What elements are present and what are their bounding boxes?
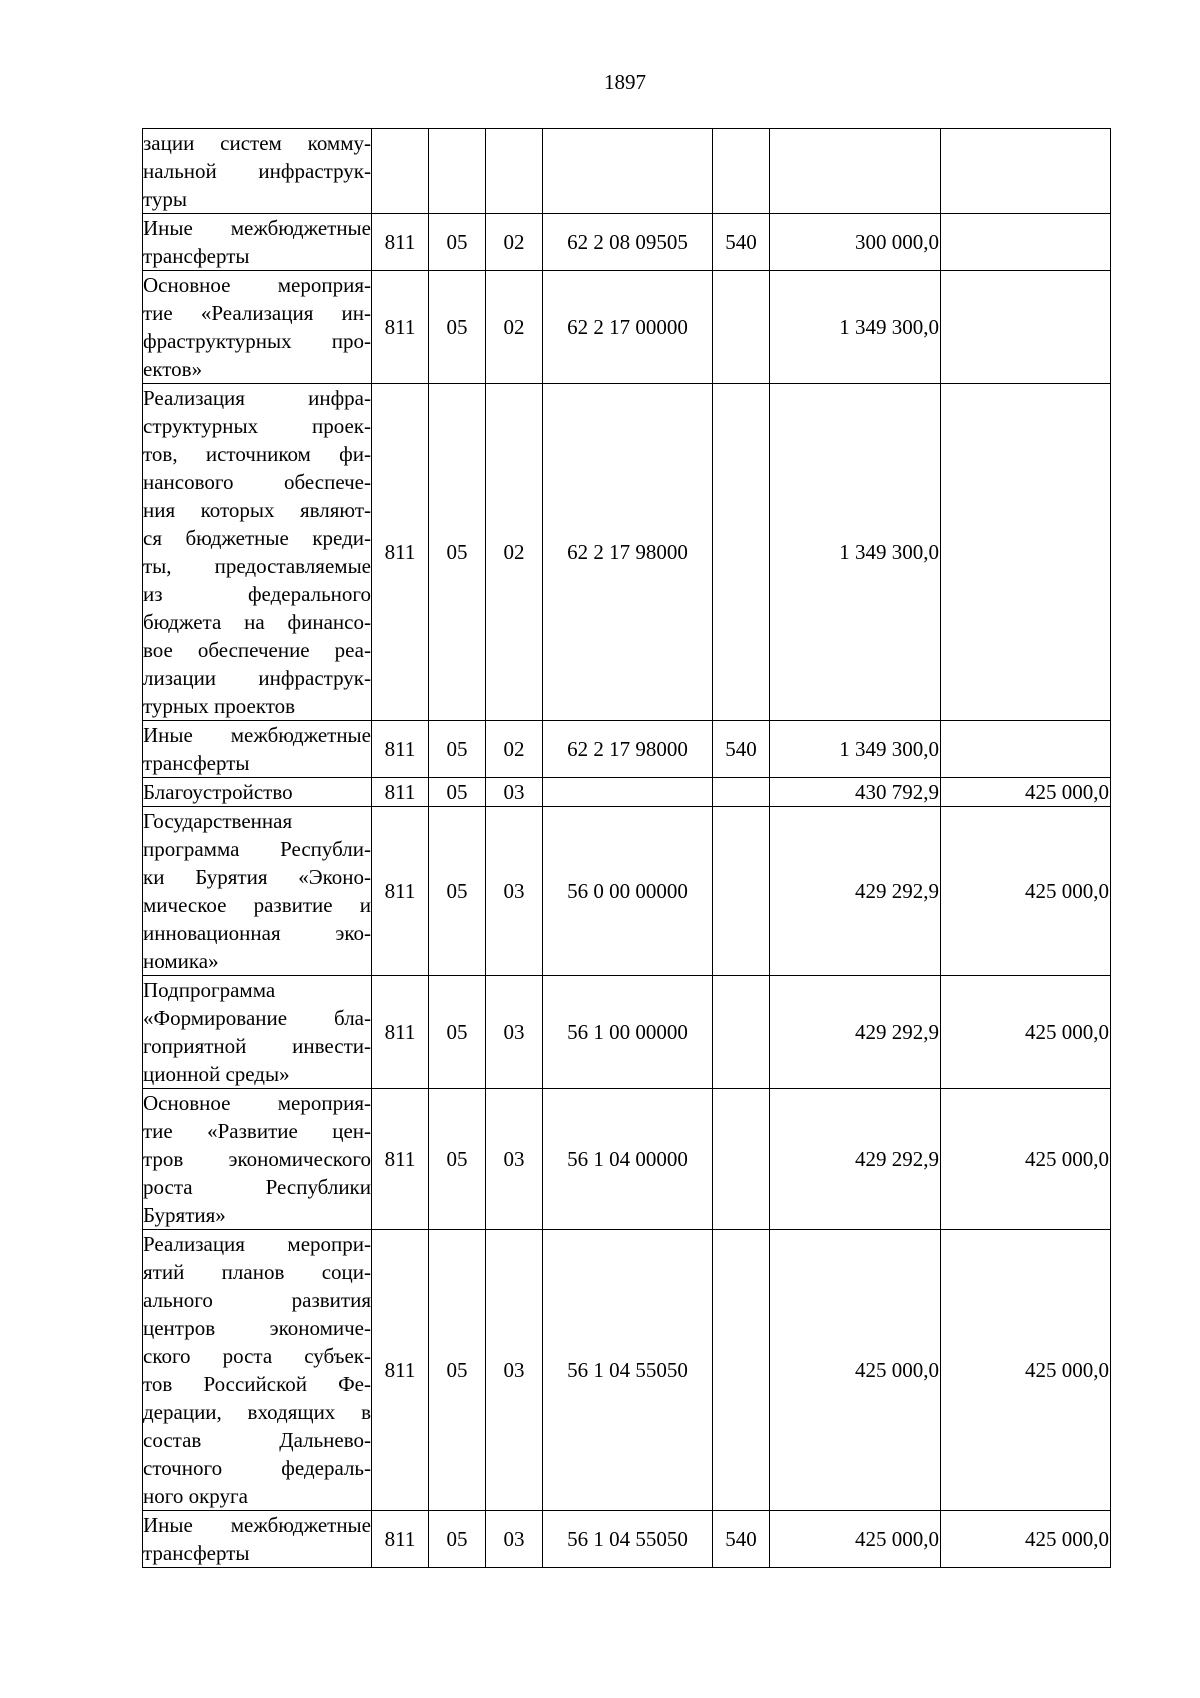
item-name-line: Подпрограмма [143, 978, 276, 1002]
item-name-line: ного округа [143, 1484, 248, 1508]
item-name-line: нальной инфраструк- [143, 159, 371, 183]
table-row [143, 1230, 1111, 1511]
subsection-code-cell [486, 129, 543, 214]
table-row [143, 384, 1111, 721]
amount-year1-cell: 425 000,0 [770, 1511, 941, 1568]
admin-code-cell: 811 [372, 214, 429, 271]
page-number: 1897 [604, 70, 646, 94]
amount-year2-cell [941, 129, 1111, 214]
item-name-line: фраструктурных про- [143, 329, 371, 353]
subsection-code-cell: 02 [486, 271, 543, 384]
table-row [143, 976, 1111, 1089]
item-name-cell [143, 721, 372, 778]
admin-code-cell: 811 [372, 976, 429, 1089]
subsection-code-cell: 02 [486, 384, 543, 721]
item-name-line: трансферты [143, 751, 250, 775]
section-code-cell: 05 [429, 721, 486, 778]
target-article-cell: 62 2 17 98000 [543, 384, 713, 721]
subsection-code-cell: 03 [486, 807, 543, 976]
item-name-cell [143, 1230, 372, 1511]
item-name-line: трансферты [143, 244, 250, 268]
amount-year1-cell: 430 792,9 [770, 778, 941, 807]
item-name-line: вое обеспечение реа- [143, 638, 371, 662]
item-name-line: Реализация меропри- [143, 1232, 371, 1256]
subsection-code-cell: 02 [486, 721, 543, 778]
target-article-cell: 56 1 04 55050 [543, 1230, 713, 1511]
admin-code-cell: 811 [372, 384, 429, 721]
target-article-cell: 62 2 17 00000 [543, 271, 713, 384]
item-name-line: ектов» [143, 357, 203, 381]
section-code-cell: 05 [429, 384, 486, 721]
item-name-cell [143, 271, 372, 384]
item-name-cell [143, 1511, 372, 1568]
item-name-line: ния которых являют- [143, 498, 371, 522]
item-name-line: «Формирование бла- [143, 1006, 371, 1030]
item-name-cell [143, 384, 372, 721]
amount-year2-cell [941, 384, 1111, 721]
item-name-cell [143, 214, 372, 271]
item-name-cell [143, 129, 372, 214]
admin-code-cell: 811 [372, 1089, 429, 1230]
target-article-cell: 56 0 00 00000 [543, 807, 713, 976]
amount-year1-cell: 429 292,9 [770, 976, 941, 1089]
item-name-line: ся бюджетные креди- [143, 526, 371, 550]
item-name-line: роста Республики [143, 1175, 371, 1199]
table-body [143, 129, 1111, 1568]
amount-year2-cell: 425 000,0 [941, 1511, 1111, 1568]
item-name-cell [143, 807, 372, 976]
item-name-line: тие «Развитие цен- [143, 1119, 371, 1143]
subsection-code-cell: 02 [486, 214, 543, 271]
amount-year1-cell: 429 292,9 [770, 1089, 941, 1230]
item-name-line: турных проектов [143, 694, 296, 718]
amount-year1-cell [770, 129, 941, 214]
item-name-line: из федерального [143, 582, 371, 606]
item-name-line: гоприятной инвести- [143, 1034, 371, 1058]
expense-type-cell: 540 [713, 214, 770, 271]
table-row [143, 778, 1111, 807]
table-row [143, 1089, 1111, 1230]
expense-type-cell: 540 [713, 1511, 770, 1568]
admin-code-cell: 811 [372, 721, 429, 778]
item-name-line: ятий планов соци- [143, 1260, 371, 1284]
item-name-line: тие «Реализация ин- [143, 301, 371, 325]
amount-year1-cell: 1 349 300,0 [770, 384, 941, 721]
item-name-line: сточного федераль- [143, 1456, 371, 1480]
amount-year2-cell: 425 000,0 [941, 1230, 1111, 1511]
item-name-line: структурных проек- [143, 414, 371, 438]
section-code-cell: 05 [429, 271, 486, 384]
expense-type-cell [713, 807, 770, 976]
item-name-line: тов, источником фи- [143, 442, 371, 466]
item-name-line: мическое развитие и [143, 893, 371, 917]
item-name-line: Иные межбюджетные [143, 723, 371, 747]
item-name-line: Иные межбюджетные [143, 1513, 371, 1537]
table-row [143, 1511, 1111, 1568]
item-name-line: зации систем комму- [143, 131, 371, 155]
subsection-code-cell: 03 [486, 1089, 543, 1230]
admin-code-cell: 811 [372, 271, 429, 384]
item-name-line: туры [143, 187, 188, 211]
target-article-cell: 62 2 17 98000 [543, 721, 713, 778]
section-code-cell: 05 [429, 214, 486, 271]
item-name-cell [143, 976, 372, 1089]
section-code-cell: 05 [429, 807, 486, 976]
item-name-line: ки Бурятия «Эконо- [143, 865, 371, 889]
item-name-line: инновационная эко- [143, 921, 371, 945]
amount-year2-cell: 425 000,0 [941, 778, 1111, 807]
amount-year2-cell: 425 000,0 [941, 1089, 1111, 1230]
amount-year1-cell: 425 000,0 [770, 1230, 941, 1511]
admin-code-cell: 811 [372, 1230, 429, 1511]
item-name-line: нансового обеспече- [143, 470, 371, 494]
item-name-line: бюджета на финансо- [143, 610, 371, 634]
section-code-cell: 05 [429, 1089, 486, 1230]
subsection-code-cell: 03 [486, 778, 543, 807]
target-article-cell: 56 1 04 55050 [543, 1511, 713, 1568]
expense-type-cell [713, 778, 770, 807]
expense-type-cell [713, 271, 770, 384]
budget-table [142, 128, 1111, 1568]
item-name-cell [143, 1089, 372, 1230]
item-name-line: состав Дальнево- [143, 1428, 371, 1452]
item-name-line: Иные межбюджетные [143, 216, 371, 240]
amount-year1-cell: 1 349 300,0 [770, 271, 941, 384]
table-row [143, 129, 1111, 214]
item-name-line: Основное мероприя- [143, 273, 371, 297]
table-row [143, 271, 1111, 384]
target-article-cell: 56 1 00 00000 [543, 976, 713, 1089]
item-name-line: Государственная [143, 809, 293, 833]
item-name-line: ального развития [143, 1288, 371, 1312]
amount-year1-cell: 1 349 300,0 [770, 721, 941, 778]
item-name-line: дерации, входящих в [143, 1400, 371, 1424]
item-name-line: программа Республи- [143, 837, 371, 861]
amount-year2-cell [941, 721, 1111, 778]
section-code-cell: 05 [429, 1230, 486, 1511]
expense-type-cell [713, 1230, 770, 1511]
target-article-cell: 56 1 04 00000 [543, 1089, 713, 1230]
admin-code-cell: 811 [372, 778, 429, 807]
amount-year2-cell: 425 000,0 [941, 807, 1111, 976]
target-article-cell [543, 778, 713, 807]
item-name-cell [143, 778, 372, 807]
table-row [143, 807, 1111, 976]
expense-type-cell [713, 129, 770, 214]
item-name-line: Основное мероприя- [143, 1091, 371, 1115]
section-code-cell: 05 [429, 778, 486, 807]
target-article-cell: 62 2 08 09505 [543, 214, 713, 271]
item-name-line: ционной среды» [143, 1062, 290, 1086]
item-name-line: ского роста субъек- [143, 1344, 371, 1368]
item-name-line: трансферты [143, 1541, 250, 1565]
expense-type-cell [713, 1089, 770, 1230]
section-code-cell: 05 [429, 1511, 486, 1568]
item-name-line: тов Российской Фе- [143, 1372, 371, 1396]
section-code-cell [429, 129, 486, 214]
expense-type-cell: 540 [713, 721, 770, 778]
amount-year2-cell: 425 000,0 [941, 976, 1111, 1089]
item-name-line: тров экономического [143, 1147, 371, 1171]
item-name-line: лизации инфраструк- [143, 666, 371, 690]
amount-year1-cell: 300 000,0 [770, 214, 941, 271]
admin-code-cell [372, 129, 429, 214]
expense-type-cell [713, 976, 770, 1089]
amount-year2-cell [941, 271, 1111, 384]
admin-code-cell: 811 [372, 807, 429, 976]
item-name-line: центров экономиче- [143, 1316, 371, 1340]
amount-year1-cell: 429 292,9 [770, 807, 941, 976]
item-name-line: ты, предоставляемые [143, 554, 371, 578]
amount-year2-cell [941, 214, 1111, 271]
table-row [143, 721, 1111, 778]
expense-type-cell [713, 384, 770, 721]
subsection-code-cell: 03 [486, 1230, 543, 1511]
target-article-cell [543, 129, 713, 214]
subsection-code-cell: 03 [486, 1511, 543, 1568]
item-name-line: Благоустройство [143, 780, 293, 804]
item-name-line: номика» [143, 949, 219, 973]
item-name-line: Бурятия» [143, 1203, 226, 1227]
admin-code-cell: 811 [372, 1511, 429, 1568]
section-code-cell: 05 [429, 976, 486, 1089]
table-row [143, 214, 1111, 271]
subsection-code-cell: 03 [486, 976, 543, 1089]
item-name-line: Реализация инфра- [143, 386, 371, 410]
